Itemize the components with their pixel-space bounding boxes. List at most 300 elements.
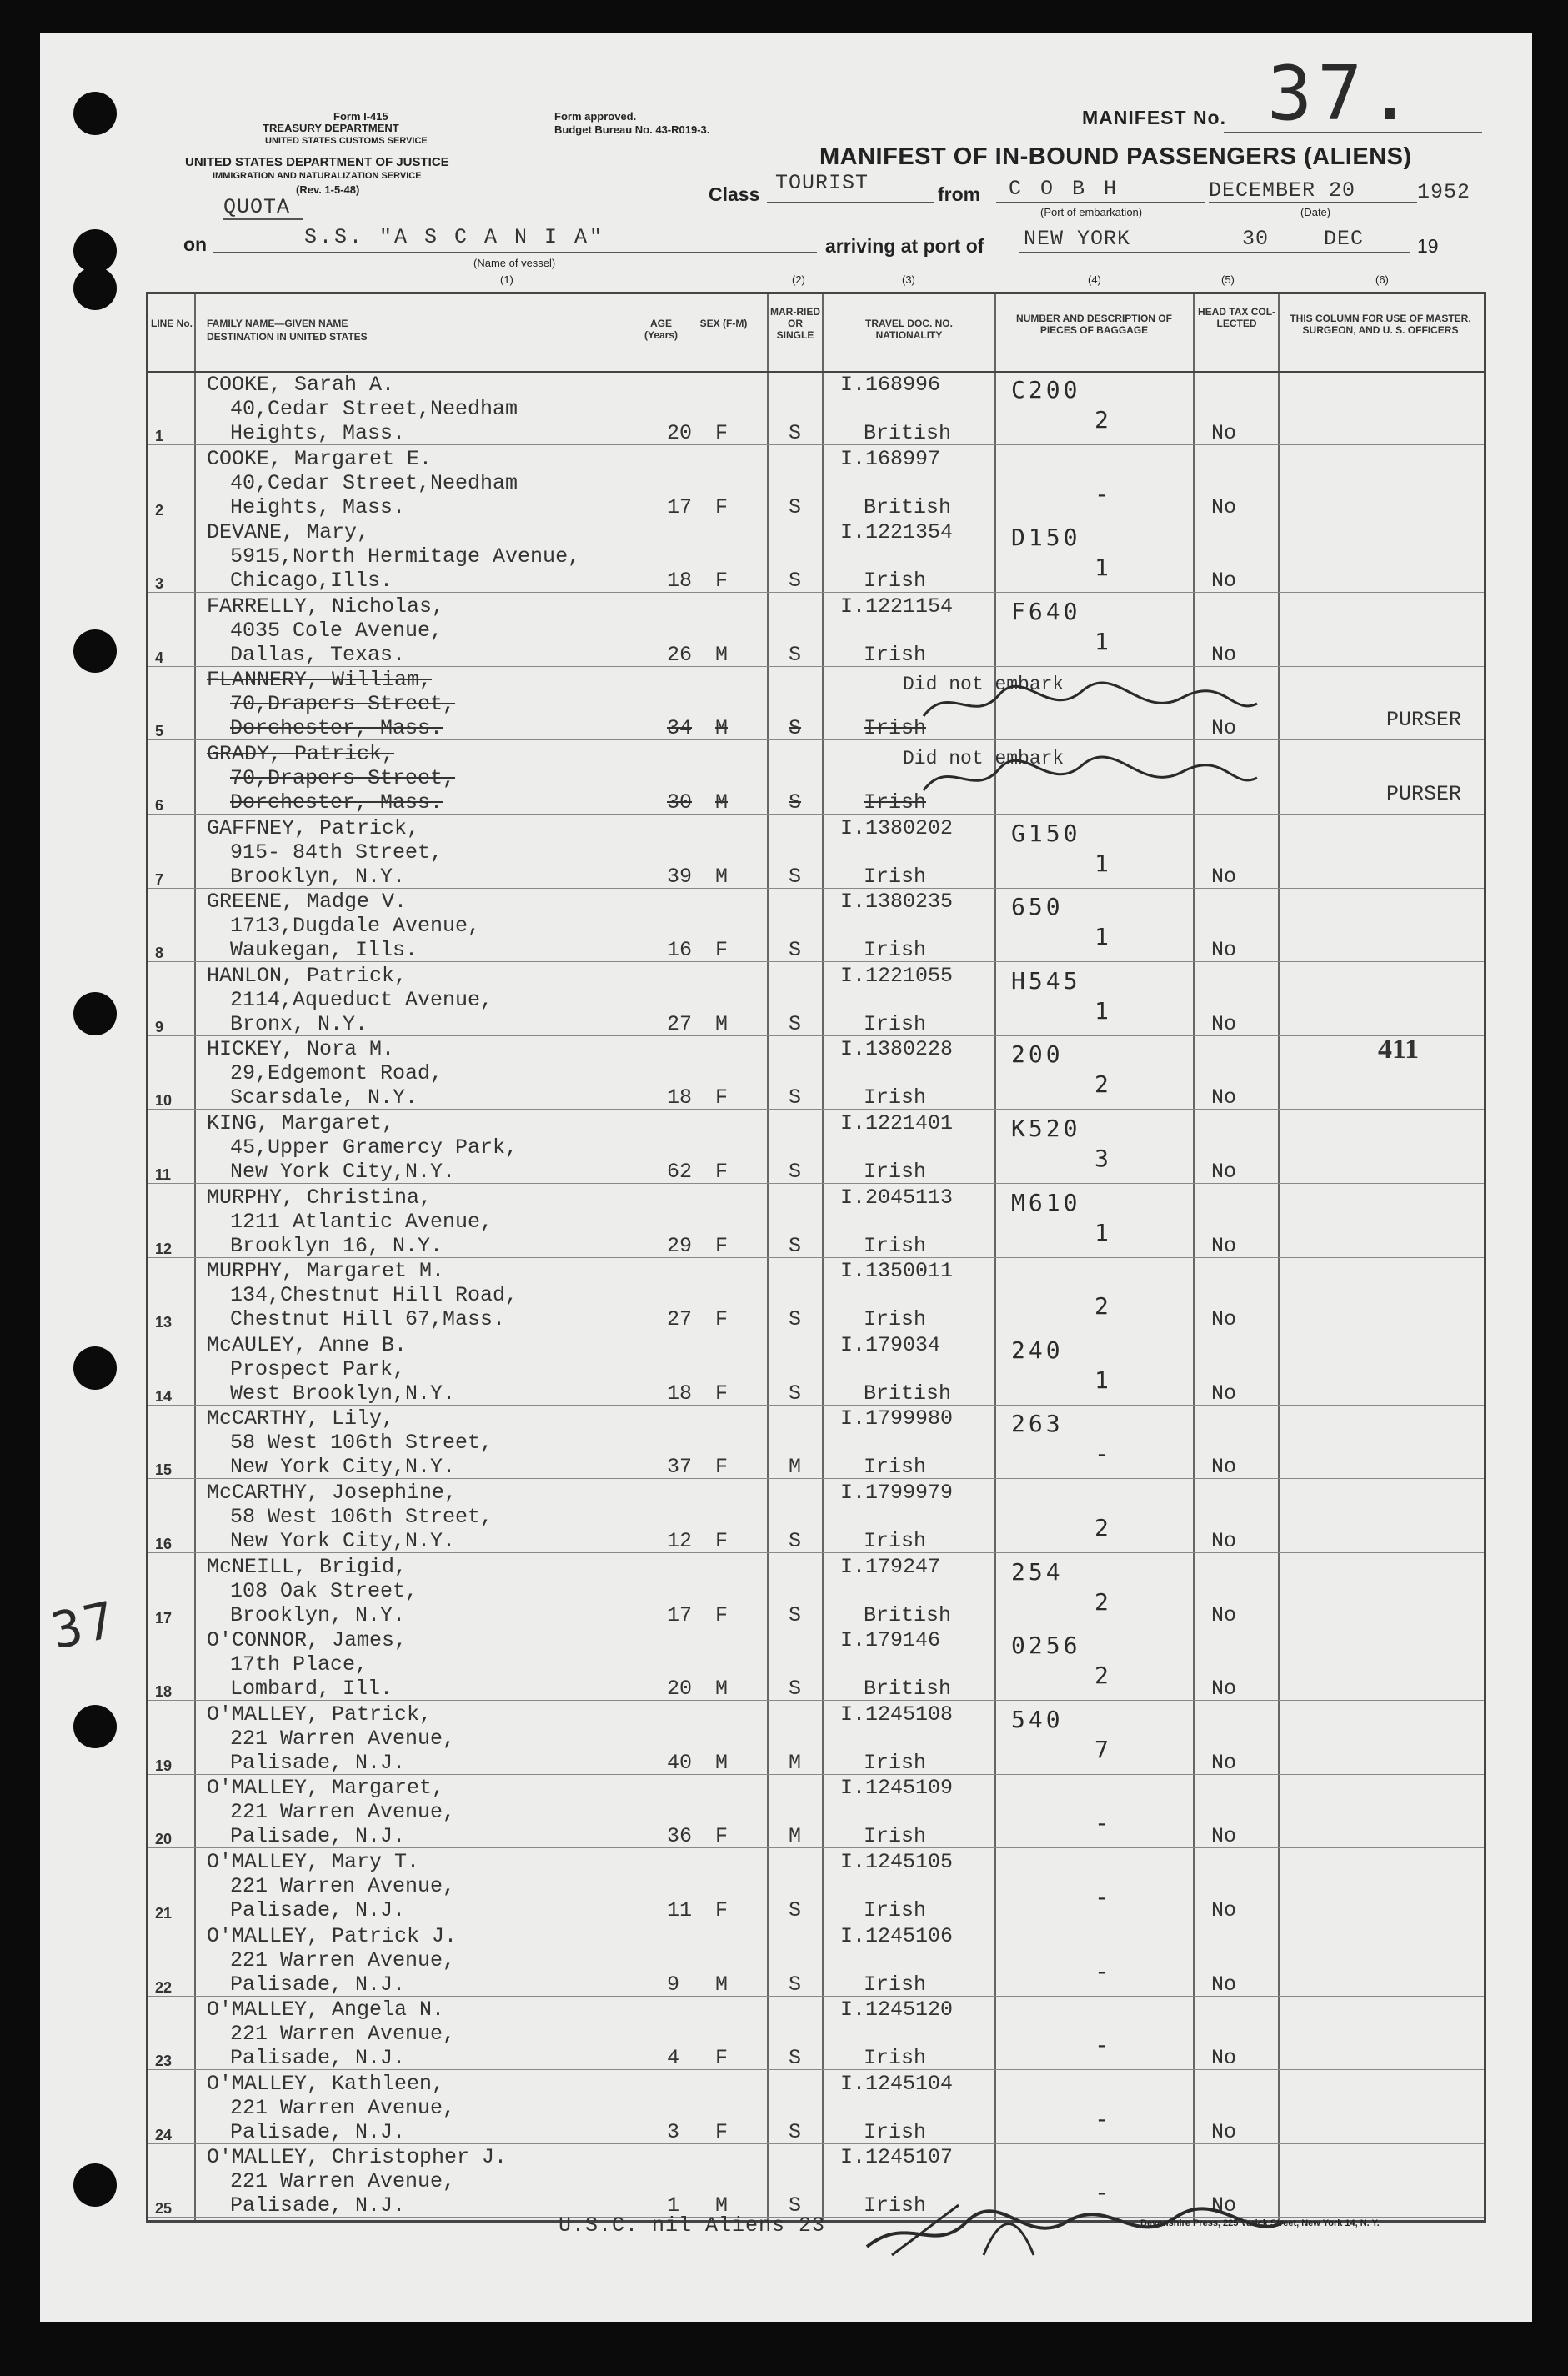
sex: F [715, 1602, 729, 1627]
address-line-1: 17th Place, [230, 1652, 368, 1677]
marital-status: S [789, 2193, 802, 2218]
punch-hole [73, 2163, 117, 2207]
passenger-name: COOKE, Sarah A. [207, 373, 395, 397]
head-tax: No [1211, 1085, 1237, 1110]
travel-doc-number: I.168996 [840, 373, 941, 397]
line-number: 16 [155, 1536, 173, 1552]
table-row [148, 445, 1484, 519]
address-line-1: 221 Warren Avenue, [230, 1726, 456, 1751]
passenger-table [146, 292, 1486, 2223]
age: 18 [667, 1381, 693, 1406]
table-row [148, 1405, 1484, 1479]
sex: F [715, 1233, 729, 1258]
address-line-2: Dallas, Texas. [230, 642, 406, 667]
table-row [148, 1331, 1484, 1406]
age: 29 [667, 1233, 693, 1258]
age: 37 [667, 1455, 693, 1480]
baggage-code: M610 [1011, 1188, 1081, 1216]
nationality: Irish [864, 1233, 927, 1258]
passenger-name: O'MALLEY, Christopher J. [207, 2145, 508, 2170]
manifest-no-label: MANIFEST No. [1082, 107, 1226, 128]
table-row [148, 1701, 1484, 1775]
marital-status: S [789, 2046, 802, 2071]
baggage-count: 1 [1095, 849, 1112, 877]
travel-doc-number: I.1380202 [840, 815, 954, 840]
form-number: Form I-415 [333, 110, 388, 123]
baggage-count: 2 [1095, 406, 1112, 434]
th-head-tax: HEAD TAX COL-LECTED [1197, 306, 1276, 329]
passenger-name: McCARTHY, Lily, [207, 1406, 395, 1431]
address-line-2: Heights, Mass. [230, 494, 406, 519]
embark-year: 1952 [1417, 180, 1471, 204]
address-line-2: Palisade, N.J. [230, 1750, 406, 1775]
nationality: Irish [864, 864, 927, 889]
purser-note: PURSER [1386, 708, 1462, 733]
address-line-2: Palisade, N.J. [230, 1898, 406, 1922]
table-row [148, 1996, 1484, 2070]
line-number: 19 [155, 1757, 173, 1774]
table-row [148, 962, 1484, 1036]
line-number: 21 [155, 1905, 173, 1922]
passenger-name: GRADY, Patrick, [207, 742, 395, 766]
line-number: 1 [155, 428, 164, 444]
line-number: 4 [155, 649, 164, 666]
embark-date: DECEMBER 20 [1209, 178, 1356, 203]
nationality: Irish [864, 642, 927, 667]
marital-status: S [789, 790, 802, 815]
age: 20 [667, 421, 693, 445]
manifest-title: MANIFEST OF IN-BOUND PASSENGERS (ALIENS) [819, 143, 1412, 170]
from-label: from [938, 183, 981, 205]
baggage-count: 1 [1095, 627, 1112, 655]
baggage-count: - [1095, 1883, 1112, 1911]
passenger-name: O'MALLEY, Margaret, [207, 1776, 445, 1801]
line-number: 25 [155, 2200, 173, 2218]
marital-status: S [789, 938, 802, 963]
punch-hole [73, 267, 117, 310]
marital-status: M [789, 1824, 802, 1849]
travel-doc-number: Did not embark [903, 674, 1065, 696]
nationality: Irish [864, 1824, 927, 1849]
baggage-count: 2 [1095, 1070, 1112, 1099]
immigration-service: IMMIGRATION AND NATURALIZATION SERVICE [213, 171, 422, 181]
col-num-6: (6) [1375, 273, 1389, 286]
sex: F [715, 2046, 729, 2071]
travel-doc-number: I.1245106 [840, 1923, 954, 1948]
age: 11 [667, 1898, 693, 1922]
address-line-1: 70,Drapers Street, [230, 692, 456, 717]
marital-status: S [789, 1233, 802, 1258]
sex: M [715, 1972, 729, 1997]
passenger-name: McAULEY, Anne B. [207, 1332, 408, 1357]
baggage-code: D150 [1011, 524, 1081, 552]
usc-note: U.S.C. nil Aliens 23 [559, 2213, 826, 2238]
table-row [148, 1627, 1484, 1701]
address-line-1: 221 Warren Avenue, [230, 1874, 456, 1898]
baggage-count: 2 [1095, 1587, 1112, 1616]
baggage-count: 1 [1095, 1366, 1112, 1394]
col-num-3: (3) [902, 273, 915, 286]
passenger-name: O'MALLEY, Kathleen, [207, 2071, 445, 2096]
sex: M [715, 1677, 729, 1702]
marital-status: S [789, 494, 802, 519]
travel-doc-number: I.1245105 [840, 1850, 954, 1874]
travel-doc-number: I.1245108 [840, 1702, 954, 1727]
address-line-2: Palisade, N.J. [230, 2119, 406, 2144]
address-line-2: New York City,N.Y. [230, 1160, 456, 1184]
budget-bureau: Budget Bureau No. 43-R019-3. [554, 123, 710, 136]
marital-status: S [789, 642, 802, 667]
travel-doc-number: I.179034 [840, 1332, 941, 1357]
baggage-code: 0256 [1011, 1632, 1081, 1660]
address-line-2: New York City,N.Y. [230, 1455, 456, 1480]
address-line-1: Prospect Park, [230, 1356, 406, 1381]
address-line-1: 58 West 106th Street, [230, 1431, 493, 1456]
address-line-1: 5915,North Hermitage Avenue, [230, 544, 581, 569]
treasury-dept: TREASURY DEPARTMENT [263, 122, 399, 134]
baggage-count: - [1095, 2178, 1112, 2207]
sex: M [715, 1011, 729, 1036]
passenger-name: MURPHY, Christina, [207, 1185, 433, 1210]
nationality: Irish [864, 1529, 927, 1553]
marital-status: S [789, 1677, 802, 1702]
baggage-count: 2 [1095, 1662, 1112, 1690]
purser-signature [915, 749, 1265, 807]
date-caption: (Date) [1300, 206, 1331, 218]
travel-doc-number: I.1380228 [840, 1037, 954, 1062]
sex: M [715, 642, 729, 667]
nationality: Irish [864, 1160, 927, 1184]
baggage-count: 2 [1095, 1514, 1112, 1541]
table-row [148, 666, 1484, 740]
passenger-name: HANLON, Patrick, [207, 963, 408, 988]
passenger-name: FARRELLY, Nicholas, [207, 594, 445, 619]
head-tax: No [1211, 2119, 1237, 2144]
nationality: Irish [864, 1898, 927, 1922]
passenger-name: O'MALLEY, Mary T. [207, 1850, 420, 1874]
table-row [148, 593, 1484, 667]
age: 30 [667, 790, 693, 815]
marital-status: S [789, 569, 802, 594]
marital-status: S [789, 1972, 802, 1997]
table-row [148, 1184, 1484, 1258]
head-tax: No [1211, 1529, 1237, 1553]
nationality: Irish [864, 1307, 927, 1332]
nationality: Irish [864, 1085, 927, 1110]
baggage-code: C200 [1011, 376, 1081, 404]
arrival-port: NEW YORK [1024, 227, 1131, 251]
line-number: 23 [155, 2053, 173, 2070]
age: 18 [667, 569, 693, 594]
customs-service: UNITED STATES CUSTOMS SERVICE [265, 136, 428, 146]
travel-doc-number: I.1221354 [840, 520, 954, 545]
address-line-1: 45,Upper Gramercy Park, [230, 1135, 518, 1160]
address-line-2: Palisade, N.J. [230, 1824, 406, 1849]
passenger-name: O'CONNOR, James, [207, 1628, 408, 1653]
head-tax: No [1211, 864, 1237, 889]
nationality: British [864, 1602, 952, 1627]
baggage-code: 263 [1011, 1410, 1064, 1438]
sex: F [715, 1529, 729, 1553]
baggage-code: 240 [1011, 1336, 1064, 1364]
address-line-1: 1211 Atlantic Avenue, [230, 1209, 493, 1234]
address-line-2: Chicago,Ills. [230, 569, 393, 594]
head-tax: No [1211, 1160, 1237, 1184]
head-tax: No [1211, 569, 1237, 594]
head-tax: No [1211, 1750, 1237, 1775]
sex: M [715, 716, 729, 741]
form-approved: Form approved. [554, 110, 637, 123]
address-line-1: 221 Warren Avenue, [230, 1800, 456, 1825]
passenger-name: KING, Margaret, [207, 1111, 395, 1135]
age: 34 [667, 716, 693, 741]
address-line-1: 221 Warren Avenue, [230, 2095, 456, 2120]
th-sex: SEX (F-M) [699, 318, 748, 329]
passenger-name: GREENE, Madge V. [207, 890, 408, 915]
nationality: Irish [864, 938, 927, 963]
baggage-count: - [1095, 2031, 1112, 2059]
marital-status: S [789, 1381, 802, 1406]
head-tax: No [1211, 1677, 1237, 1702]
age: 27 [667, 1307, 693, 1332]
address-line-2: Scarsdale, N.Y. [230, 1085, 418, 1110]
baggage-code: 650 [1011, 893, 1064, 921]
port-of-embarkation: C O B H [1009, 177, 1120, 201]
travel-doc-number: I.1245107 [840, 2145, 954, 2170]
head-tax: No [1211, 2046, 1237, 2071]
sex: F [715, 1307, 729, 1332]
th-married: MAR-RIED OR SINGLE [770, 306, 820, 341]
line-number: 10 [155, 1092, 173, 1110]
sex: M [715, 864, 729, 889]
head-tax: No [1211, 1602, 1237, 1627]
th-officers: THIS COLUMN FOR USE OF MASTER, SURGEON, AND U. S. OFFICERS [1290, 313, 1471, 336]
table-header [148, 294, 1484, 373]
th-family-name: FAMILY NAME—GIVEN NAME [207, 318, 348, 329]
th-destination: DESTINATION IN UNITED STATES [207, 331, 368, 343]
line-number: 11 [155, 1166, 172, 1183]
punch-hole [73, 92, 117, 135]
baggage-code: 200 [1011, 1040, 1064, 1069]
table-row [148, 1035, 1484, 1110]
passenger-name: HICKEY, Nora M. [207, 1037, 395, 1062]
marital-status: S [789, 1602, 802, 1627]
table-row [148, 1110, 1484, 1184]
baggage-count: 1 [1095, 1218, 1112, 1246]
address-line-1: 70,Drapers Street, [230, 766, 456, 790]
age: 36 [667, 1824, 693, 1849]
marital-status: S [789, 1898, 802, 1922]
address-line-2: Palisade, N.J. [230, 1972, 406, 1997]
marital-status: S [789, 1085, 802, 1110]
th-age: AGE (Years) [644, 318, 679, 341]
th-travel-doc: TRAVEL DOC. NO. NATIONALITY [865, 318, 953, 341]
passenger-name: McNEILL, Brigid, [207, 1554, 408, 1579]
baggage-count: 1 [1095, 996, 1112, 1025]
age: 17 [667, 494, 693, 519]
baggage-count: 1 [1095, 554, 1112, 582]
nationality: Irish [864, 716, 927, 741]
baggage-count: - [1095, 479, 1112, 508]
head-tax: No [1211, 1898, 1237, 1922]
address-line-1: 221 Warren Avenue, [230, 1947, 456, 1972]
line-number: 24 [155, 2126, 173, 2143]
travel-doc-number: I.1350011 [840, 1259, 954, 1284]
head-tax: No [1211, 1233, 1237, 1258]
officer-note: 411 [1378, 1034, 1420, 1065]
table-row [148, 1479, 1484, 1553]
line-number: 9 [155, 1018, 164, 1035]
age: 1 [667, 2193, 680, 2218]
line-number: 15 [155, 1461, 173, 1479]
vessel-name: S.S. "A S C A N I A" [304, 225, 605, 249]
head-tax: No [1211, 716, 1237, 741]
address-line-1: 1713,Dugdale Avenue, [230, 914, 481, 939]
nationality: British [864, 494, 952, 519]
travel-doc-number: I.1380235 [840, 890, 954, 915]
address-line-1: 221 Warren Avenue, [230, 2022, 456, 2047]
line-number: 18 [155, 1683, 173, 1701]
passenger-name: FLANNERY, William, [207, 668, 433, 693]
baggage-code: 540 [1011, 1705, 1064, 1733]
nationality: Irish [864, 2193, 927, 2218]
marital-status: S [789, 716, 802, 741]
address-line-1: 58 West 106th Street, [230, 1505, 493, 1529]
address-line-2: West Brooklyn,N.Y. [230, 1381, 456, 1406]
passenger-name: McCARTHY, Josephine, [207, 1481, 458, 1505]
nationality: Irish [864, 569, 927, 594]
age: 39 [667, 864, 693, 889]
line-number: 3 [155, 575, 164, 593]
sex: F [715, 938, 729, 963]
sex: F [715, 569, 729, 594]
age: 17 [667, 1602, 693, 1627]
marital-status: M [789, 1455, 802, 1480]
address-line-2: Brooklyn 16, N.Y. [230, 1233, 443, 1258]
marital-status: S [789, 1011, 802, 1036]
address-line-1: 4035 Cole Avenue, [230, 618, 443, 643]
baggage-count: - [1095, 1809, 1112, 1837]
baggage-count: - [1095, 1957, 1112, 1985]
punch-hole [73, 992, 117, 1035]
sex: M [715, 1750, 729, 1775]
line-number: 8 [155, 945, 164, 962]
nationality: British [864, 1381, 952, 1406]
travel-doc-number: I.1245104 [840, 2071, 954, 2096]
address-line-2: Chestnut Hill 67,Mass. [230, 1307, 506, 1332]
address-line-1: 915- 84th Street, [230, 840, 443, 865]
head-tax: No [1211, 1455, 1237, 1480]
age: 9 [667, 1972, 680, 1997]
table-row [148, 1257, 1484, 1331]
age: 18 [667, 1085, 693, 1110]
travel-doc-number: I.1799980 [840, 1406, 954, 1431]
arrival-month: DEC [1324, 227, 1365, 251]
age: 20 [667, 1677, 693, 1702]
officer-signature [859, 2197, 1292, 2268]
sex: F [715, 1455, 729, 1480]
sex: F [715, 1381, 729, 1406]
punch-hole [73, 1346, 117, 1390]
address-line-2: Dorchester, Mass. [230, 790, 443, 815]
manifest-number: 37. [1267, 50, 1418, 138]
sex: F [715, 1085, 729, 1110]
address-line-2: Brooklyn, N.Y. [230, 864, 406, 889]
baggage-count: - [1095, 1440, 1112, 1468]
nationality: Irish [864, 1972, 927, 1997]
head-tax: No [1211, 421, 1237, 445]
travel-doc-number: I.1799979 [840, 1481, 954, 1505]
head-tax: No [1211, 1972, 1237, 1997]
address-line-1: 108 Oak Street, [230, 1578, 418, 1603]
travel-doc-number: I.179146 [840, 1628, 941, 1653]
age: 16 [667, 938, 693, 963]
marital-status: S [789, 864, 802, 889]
age: 62 [667, 1160, 693, 1184]
baggage-count: 7 [1095, 1735, 1112, 1763]
port-embark-caption: (Port of embarkation) [1040, 206, 1143, 218]
travel-doc-number: I.1221154 [840, 594, 954, 619]
head-tax: No [1211, 1824, 1237, 1849]
address-line-1: 134,Chestnut Hill Road, [230, 1283, 518, 1308]
quota-label: QUOTA [223, 195, 291, 219]
sex: F [715, 2119, 729, 2144]
passenger-name: COOKE, Margaret E. [207, 446, 433, 471]
baggage-code: K520 [1011, 1115, 1081, 1142]
marital-status: S [789, 1160, 802, 1184]
baggage-count: 2 [1095, 1292, 1112, 1321]
sex: F [715, 421, 729, 445]
table-row [148, 519, 1484, 593]
justice-dept: UNITED STATES DEPARTMENT OF JUSTICE [185, 155, 449, 169]
line-number: 14 [155, 1387, 173, 1405]
nationality: Irish [864, 1455, 927, 1480]
table-row [148, 740, 1484, 815]
age: 26 [667, 642, 693, 667]
arrival-day: 30 [1242, 227, 1270, 251]
address-line-1: 2114,Aqueduct Avenue, [230, 987, 493, 1012]
baggage-count: - [1095, 2104, 1112, 2133]
table-row [148, 371, 1484, 445]
head-tax: No [1211, 938, 1237, 963]
travel-doc-number: I.1221055 [840, 963, 954, 988]
baggage-code: H545 [1011, 966, 1081, 995]
head-tax: No [1211, 1011, 1237, 1036]
table-row [148, 1553, 1484, 1627]
table-row [148, 1922, 1484, 1997]
passenger-name: O'MALLEY, Patrick, [207, 1702, 433, 1727]
purser-note: PURSER [1386, 782, 1462, 806]
line-number: 20 [155, 1831, 173, 1848]
address-line-2: Palisade, N.J. [230, 2193, 406, 2218]
travel-doc-number: I.179247 [840, 1554, 941, 1579]
nationality: Irish [864, 1750, 927, 1775]
punch-hole [73, 629, 117, 673]
address-line-2: New York City,N.Y. [230, 1529, 456, 1553]
printer-imprint: Devonshire Press, 225 Varick Street, New York 14, N. Y. [1140, 2218, 1380, 2228]
passenger-name: MURPHY, Margaret M. [207, 1259, 445, 1284]
address-line-2: Dorchester, Mass. [230, 716, 443, 741]
address-line-2: Palisade, N.J. [230, 2046, 406, 2071]
address-line-2: Brooklyn, N.Y. [230, 1602, 406, 1627]
table-row [148, 888, 1484, 962]
baggage-code: F640 [1011, 597, 1081, 625]
on-label: on [183, 233, 208, 255]
address-line-2: Lombard, Ill. [230, 1677, 393, 1702]
baggage-count: 1 [1095, 923, 1112, 951]
baggage-count: 3 [1095, 1145, 1112, 1172]
address-line-2: Bronx, N.Y. [230, 1011, 368, 1036]
